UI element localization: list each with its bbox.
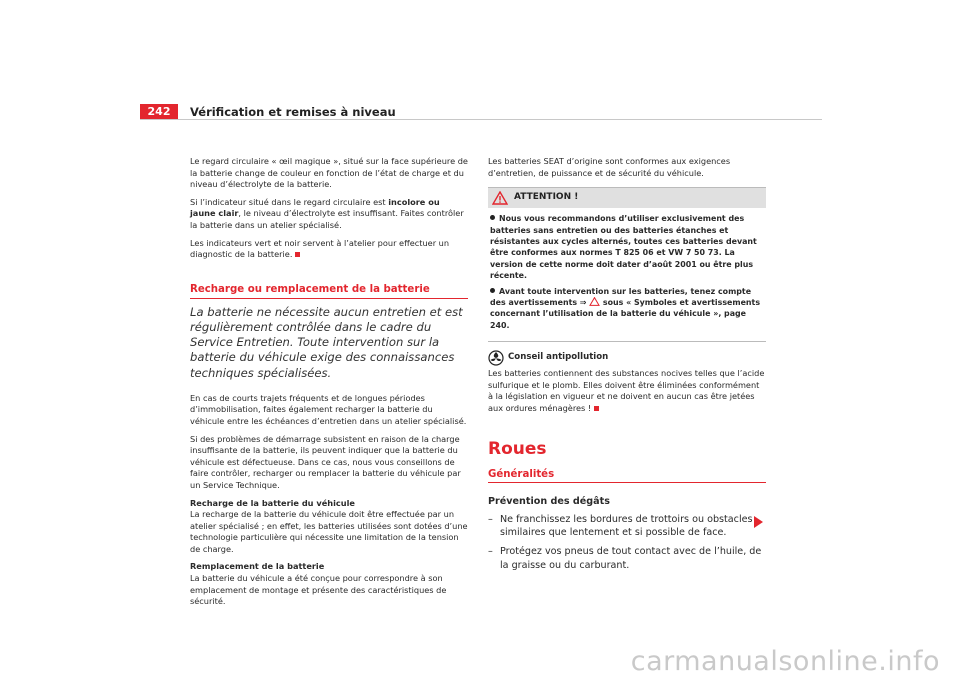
reference-arrow-icon: ⇒ <box>579 298 587 308</box>
page-number: 242 <box>140 104 178 120</box>
emphasis-text: incolore ou jaune clair <box>190 196 440 219</box>
lead-paragraph: La batterie ne nécessite aucun entretien et est régulièrement contrôlée dans le cadre du Service Entretien. Toute intervention sur la batterie du véhicule exige des connaissances techniques spécialisées. <box>190 304 463 380</box>
text-run: Les indicateurs vert et noir servent à l’atelier pour effectuer un diagnostic de la batterie. <box>190 237 450 260</box>
attention-box <box>488 187 766 342</box>
list-item <box>488 545 766 572</box>
header-rule <box>140 119 822 120</box>
paragraph: Les batteries SEAT d’origine sont conformes aux exigences d’entretien, de puissance et de sécurité du véhicule. <box>488 156 731 178</box>
watermark-text: carmanualsonline.info <box>630 646 940 677</box>
subheading: Recharge de la batterie du véhicule <box>190 497 355 508</box>
continue-arrow-icon <box>754 516 763 528</box>
paragraph: La recharge de la batterie du véhicule doit être effectuée par un atelier spécialisé ; en effet, les batteries utilisées sont dotées d’une technologie particulière qui nécessite une limitation de la tension de charge. <box>190 509 468 554</box>
subheading: Prévention des dégâts <box>488 496 610 508</box>
right-column <box>488 156 766 578</box>
attention-item <box>490 286 764 332</box>
warning-triangle-icon <box>589 297 600 306</box>
list-item-text: Ne franchissez les bordures de trottoirs ou obstacles similaires que lentement et si possible de face. <box>500 513 753 539</box>
chapter-title: Roues <box>488 438 547 459</box>
list-item-text: Protégez vos pneus de tout contact avec de l’huile, de la graisse ou du carburant. <box>500 546 762 571</box>
section-title: Recharge ou remplacement de la batterie <box>190 283 468 299</box>
paragraph <box>190 197 468 232</box>
environment-tip-title: Conseil antipollution <box>508 352 609 363</box>
dash-marker: – <box>488 513 493 525</box>
attention-item <box>490 213 764 281</box>
text-run: Si l’indicateur situé dans le regard circulaire est <box>190 196 389 207</box>
end-of-section-marker <box>594 406 599 411</box>
section-title: Généralités <box>488 469 766 484</box>
environment-icon <box>488 350 504 366</box>
text-run: Nous vous recommandons d’utiliser exclusivement des batteries sans entretien ou des batteries étanches et résistantes aux cycles alternés, toutes ces batteries devant être conformes aux normes T 825 06 et VW 7 50 73. La version de cette norme doit dater d’août 2001 ou être plus récente. <box>490 214 757 281</box>
attention-title: ATTENTION ! <box>514 192 579 203</box>
end-of-section-marker <box>295 252 300 257</box>
paragraph: En cas de courts trajets fréquents et de longues périodes d’immobilisation, faites également recharger la batterie du véhicule entre les échéances d’entretien dans un atelier spécialisé. <box>190 392 467 426</box>
running-header: Vérification et remises à niveau <box>190 105 396 119</box>
environment-tip-header <box>488 350 766 366</box>
attention-body <box>488 208 766 341</box>
dash-marker: – <box>488 546 493 558</box>
attention-header <box>488 188 766 208</box>
text-run: sous « Symboles et avertissements concernant l’utilisation de la batterie du véhicule », page 240. <box>490 298 761 330</box>
list-item <box>488 513 766 540</box>
bullet-icon <box>490 215 495 220</box>
paragraph: La batterie du véhicule a été conçue pour correspondre à son emplacement de montage et présente des caractéristiques de sécurité. <box>190 573 447 607</box>
subheading: Remplacement de la batterie <box>190 561 325 572</box>
text-run: Les batteries contiennent des substances nocives telles que l’acide sulfurique et le plomb. Elles doivent être éliminées conformément à la législation en vigueur et ne doivent en aucun cas être jetées aux ordures ménagères ! <box>488 368 765 414</box>
warning-triangle-icon <box>492 191 508 205</box>
environment-tip-text <box>488 368 766 414</box>
text-run: Avant toute intervention sur les batteries, tenez compte des avertissements <box>490 286 752 308</box>
bullet-icon <box>490 288 495 293</box>
watermark <box>0 645 960 678</box>
text-run: , le niveau d’électrolyte est insuffisant. Faites contrôler la batterie dans un atelier spécialisé. <box>190 208 464 230</box>
paragraph: Si des problèmes de démarrage subsistent en raison de la charge insuffisante de la batterie, ils peuvent indiquer que la batterie du véhicule est défectueuse. Dans ce cas, nous vous conseillons de faire contrôler, recharger ou remplacer la batterie du véhicule par un Service Technique. <box>190 433 461 490</box>
damage-prevention <box>488 495 766 572</box>
left-column <box>190 156 468 614</box>
paragraph <box>190 238 468 261</box>
paragraph: Le regard circulaire « œil magique », situé sur la face supérieure de la batterie change de couleur en fonction de l’état de charge et du niveau d’électrolyte de la batterie. <box>190 156 468 190</box>
